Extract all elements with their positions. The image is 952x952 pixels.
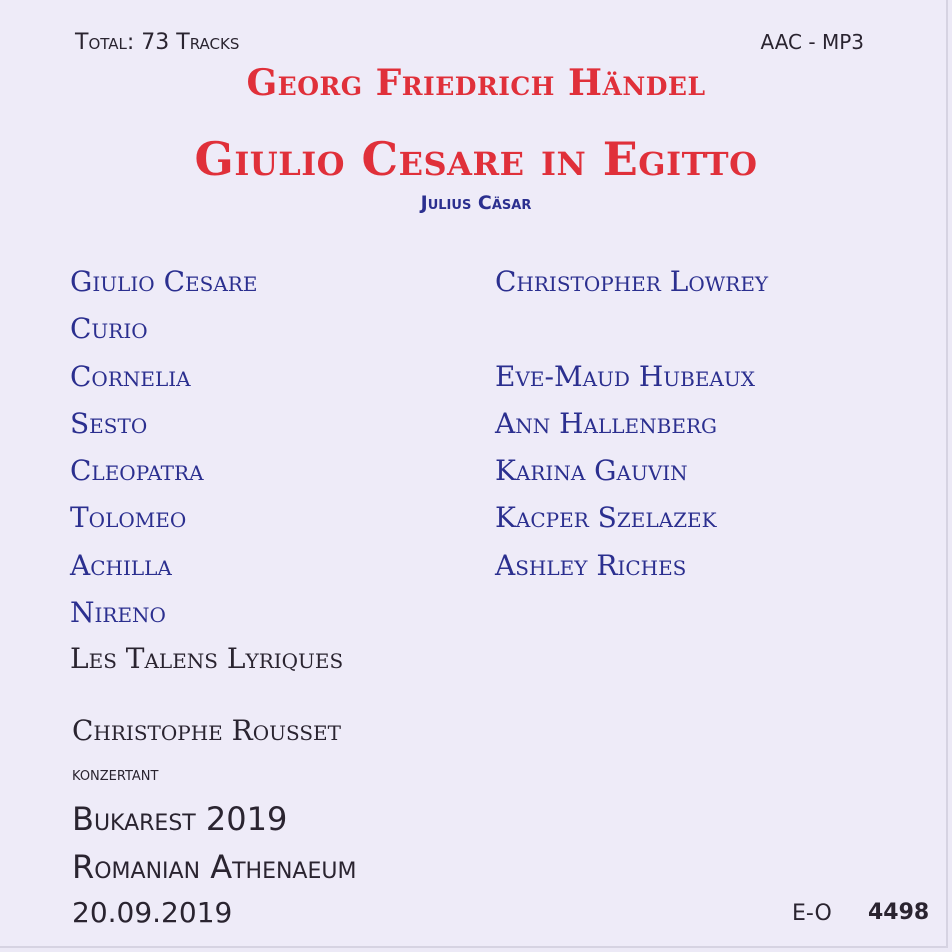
opera-subtitle: Julius Cäsar (420, 192, 532, 214)
cast-role: Giulio Cesare (70, 265, 258, 298)
recording-venue: Romanian Athenaeum (72, 848, 357, 886)
cast-role: Achilla (70, 549, 172, 582)
cast-role: Curio (70, 312, 148, 345)
cast-role: Nireno (70, 596, 166, 629)
cast-singer: Karina Gauvin (495, 454, 688, 487)
performance-type: konzertant (72, 764, 159, 785)
composer-name: Georg Friedrich Händel (246, 62, 706, 104)
ensemble-name: Les Talens Lyriques (70, 642, 344, 675)
opera-title: Giulio Cesare in Egitto (194, 132, 758, 186)
cast-singer: Ann Hallenberg (495, 407, 717, 440)
total-tracks: Total: 73 Tracks (75, 30, 240, 55)
catalog-number: 4498 (868, 900, 930, 925)
audio-format: AAC - MP3 (760, 30, 864, 54)
cast-role: Cleopatra (70, 454, 204, 487)
cast-singer: Christopher Lowrey (495, 265, 769, 298)
label-code: E-O (792, 901, 832, 926)
cast-singer: Ashley Riches (495, 549, 687, 582)
cast-role: Sesto (70, 407, 148, 440)
recording-date: 20.09.2019 (72, 896, 233, 929)
cast-singer: Eve-Maud Hubeaux (495, 360, 755, 393)
cast-singer: Kacper Szelazek (495, 501, 717, 534)
conductor-name: Christophe Rousset (72, 714, 341, 747)
cast-role: Cornelia (70, 360, 191, 393)
cast-role: Tolomeo (70, 501, 187, 534)
recording-city-year: Bukarest 2019 (72, 800, 288, 838)
